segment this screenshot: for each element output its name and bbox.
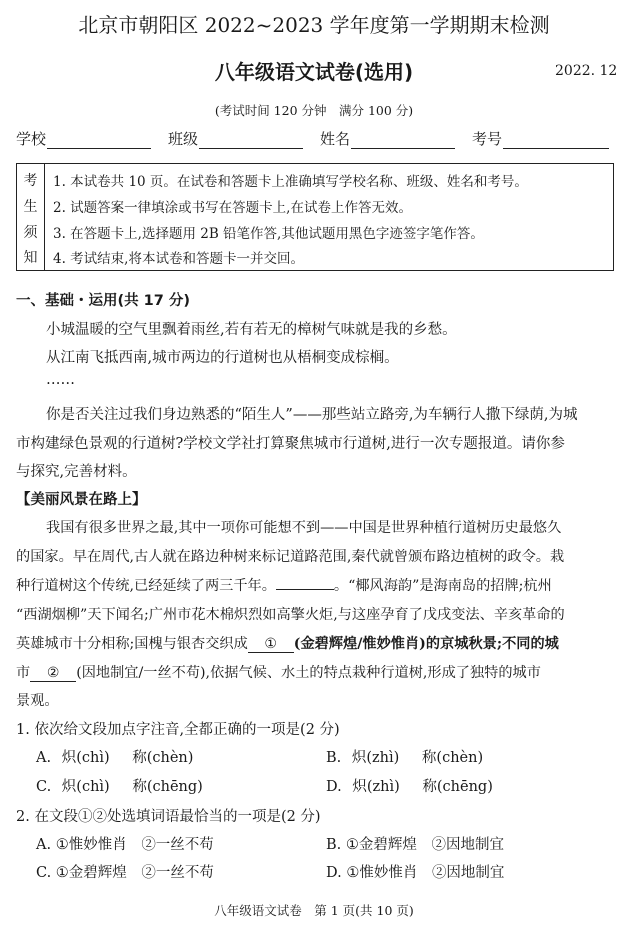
intro-line: 你是否关注过我们身边熟悉的“陌生人”——那些站立路旁,为车辆行人撒下绿荫,为城 [46, 407, 578, 423]
q2-option-a[interactable] [36, 833, 214, 854]
passage-line-6 [16, 662, 541, 682]
notice-head-char: 考 [23, 173, 38, 189]
option-text: 炽(chì) [61, 750, 110, 766]
class-blank[interactable] [199, 133, 303, 149]
notice-item: 3. 在答题卡上,选择题用 2B 铅笔作答,其他试题用黑色字迹签字笔作答。 [53, 226, 484, 242]
option-text: ①惟妙惟肖 [346, 865, 418, 881]
blank-2[interactable]: ② [30, 665, 76, 682]
option-text: 炽(zhì) [352, 779, 400, 795]
passage-text: 市 [16, 665, 31, 681]
option-label: D. [326, 779, 342, 795]
passage-line: 景观。 [16, 693, 59, 709]
q1-option-c[interactable] [36, 775, 203, 796]
option-label: B. [326, 837, 342, 853]
passage-line: 的国家。早在周代,古人就在路边种树来标记道路范围,秦代就曾颁布路边植树的政令。栽 [16, 549, 565, 565]
notice-head-char: 知 [23, 250, 38, 266]
name-label: 姓名 [320, 130, 351, 148]
option-label: B. [326, 750, 342, 766]
poem-line: 小城温暖的空气里飘着雨丝,若有若无的樟树气味就是我的乡愁。 [46, 322, 457, 338]
section-heading: 一、基础・运用(共 17 分) [16, 293, 191, 309]
notice-item: 4. 考试结束,将本试卷和答题卡一并交回。 [53, 251, 304, 267]
intro-line: 与探究,完善材料。 [16, 464, 137, 480]
passage-line-5 [16, 633, 559, 653]
passage-line: 我国有很多世界之最,其中一项你可能想不到——中国是世界种植行道树历史最悠久 [46, 520, 562, 536]
q2-option-c[interactable] [36, 861, 214, 882]
notice-head [17, 164, 45, 270]
option-text: 炽(zhì) [351, 750, 400, 766]
option-label: A. [36, 837, 52, 853]
option-text: 称(chēng) [422, 779, 493, 795]
passage-line: “西湖烟柳”天下闻名;广州市花木棉炽烈如高擎火炬,与这座孕育了戊戌变法、辛亥革命的 [16, 607, 565, 623]
sub-heading: 【美丽风景在路上】 [16, 492, 147, 508]
notice-item: 2. 试题答案一律填涂或书写在答题卡上,在试卷上作答无效。 [53, 200, 412, 216]
option-label: C. [36, 865, 52, 881]
school-blank[interactable] [47, 133, 151, 149]
option-text: 称(chèn) [132, 750, 194, 766]
q1-option-d[interactable] [326, 775, 493, 796]
option-label: A. [36, 750, 52, 766]
ellipsis: …… [46, 372, 75, 388]
option-text: ②因地制宜 [431, 865, 505, 881]
question-2-stem: 2. 在文段①②处选填词语最恰当的一项是(2 分) [16, 809, 321, 825]
notice-item: 1. 本试卷共 10 页。在试卷和答题卡上准确填写学校名称、班级、姓名和考号。 [53, 174, 528, 190]
option-text: 称(chēng) [132, 779, 203, 795]
exam-no-blank[interactable] [503, 133, 609, 149]
exam-title: 北京市朝阳区 2022~2023 学年度第一学期期末检测 [78, 13, 550, 37]
notice-head-char: 须 [23, 225, 38, 241]
blank-1[interactable]: ① [248, 636, 294, 653]
candidate-notice-box [16, 163, 614, 271]
school-label: 学校 [16, 130, 47, 148]
name-blank[interactable] [351, 133, 455, 149]
option-label: C. [36, 779, 52, 795]
option-label: D. [326, 865, 342, 881]
page-footer: 八年级语文试卷 第 1 页(共 10 页) [214, 903, 414, 918]
class-field[interactable] [168, 128, 303, 149]
intro-line: 市构建绿色景观的行道树?学校文学社打算聚焦城市行道树,进行一次专题报道。请你参 [16, 436, 565, 452]
q1-option-b[interactable] [326, 746, 483, 767]
notice-head-char: 生 [23, 199, 38, 215]
question-1-stem: 1. 依次给文段加点字注音,全都正确的一项是(2 分) [16, 722, 340, 738]
option-text: ①金碧辉煌 [55, 865, 127, 881]
q2-option-b[interactable] [326, 833, 504, 854]
passage-text: (金碧辉煌/惟妙惟肖)的京城秋景;不同的城 [293, 636, 559, 652]
option-text: 称(chèn) [421, 750, 484, 766]
sentence-blank[interactable] [276, 589, 334, 590]
passage-text: (因地制宜/一丝不苟),依据气候、水土的特点栽种行道树,形成了独特的城市 [76, 665, 541, 681]
option-text: 炽(chì) [61, 779, 110, 795]
school-field[interactable] [16, 128, 151, 149]
option-text: ②因地制宜 [431, 837, 504, 853]
class-label: 班级 [168, 130, 199, 148]
exam-no-label: 考号 [472, 130, 503, 148]
exam-subtitle: 八年级语文试卷(选用) [214, 60, 414, 84]
passage-text: 英雄城市十分相称;国槐与银杏交织成 [16, 636, 248, 652]
option-text: ①惟妙惟肖 [55, 837, 127, 853]
q1-option-a[interactable] [36, 746, 193, 767]
passage-text: 种行道树这个传统,已经延续了两三千年。 [16, 578, 276, 594]
name-field[interactable] [320, 128, 455, 149]
poem-line: 从江南飞抵西南,城市两边的行道树也从梧桐变成棕榈。 [46, 350, 399, 366]
exam-time-note: (考试时间 120 分钟 满分 100 分) [214, 103, 414, 118]
exam-date: 2022. 12 [555, 63, 618, 79]
passage-text: 。“椰风海韵”是海南岛的招牌;杭州 [333, 578, 552, 594]
exam-no-field[interactable] [472, 128, 609, 149]
option-text: ②一丝不苟 [141, 837, 214, 853]
q2-option-d[interactable] [326, 861, 504, 882]
passage-line-3 [16, 575, 552, 595]
option-text: ①金碧辉煌 [345, 837, 417, 853]
option-text: ②一丝不苟 [141, 865, 214, 881]
